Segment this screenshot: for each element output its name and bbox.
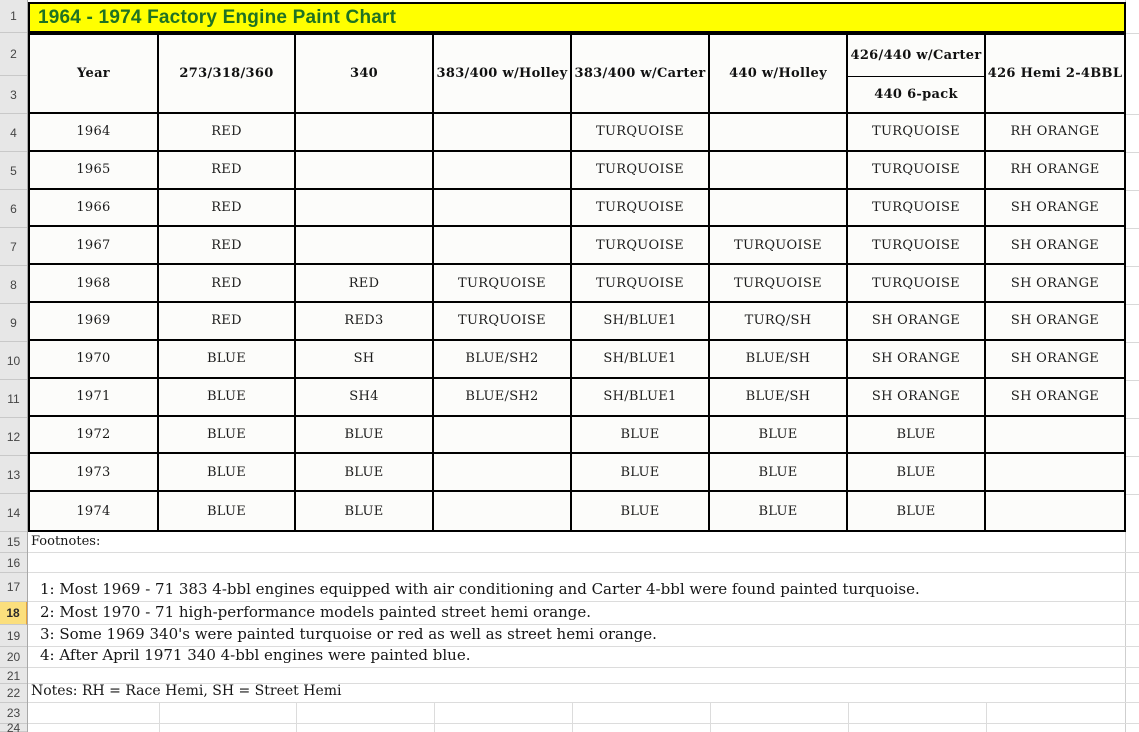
table-cell[interactable]: TURQUOISE bbox=[572, 152, 710, 190]
table-cell[interactable]: RED bbox=[159, 152, 296, 190]
row-header[interactable]: 18 bbox=[0, 602, 27, 625]
table-cell[interactable] bbox=[986, 417, 1124, 455]
row-header[interactable]: 14 bbox=[0, 494, 27, 532]
gridline bbox=[848, 703, 849, 732]
row-header[interactable]: 7 bbox=[0, 228, 27, 266]
row-header[interactable]: 2 bbox=[0, 33, 27, 76]
gridline bbox=[1126, 228, 1139, 229]
table-cell[interactable] bbox=[710, 190, 848, 228]
footnotes-label: Footnotes: bbox=[31, 534, 101, 549]
table-cell[interactable] bbox=[434, 152, 572, 190]
sheet-title: 1964 - 1974 Factory Engine Paint Chart bbox=[38, 6, 397, 28]
table-cell[interactable]: TURQUOISE bbox=[572, 190, 710, 228]
row-header[interactable]: 23 bbox=[0, 703, 27, 724]
table-cell[interactable]: BLUE bbox=[710, 492, 848, 530]
row-header[interactable]: 12 bbox=[0, 418, 27, 456]
sheet-row-16[interactable] bbox=[28, 553, 1139, 573]
footnote-4: 4: After April 1971 340 4-bbl engines were painted blue. bbox=[40, 646, 471, 664]
table-cell[interactable]: BLUE bbox=[572, 454, 710, 492]
gridline bbox=[1126, 342, 1139, 343]
column-header[interactable]: 426 Hemi 2-4BBL bbox=[986, 35, 1124, 114]
row-header[interactable]: 3 bbox=[0, 76, 27, 114]
table-cell[interactable]: BLUE/SH bbox=[710, 379, 848, 417]
table-cell[interactable]: SH ORANGE bbox=[986, 341, 1124, 379]
footnote-3: 3: Some 1969 340's were painted turquoise or red as well as street hemi orange. bbox=[40, 625, 657, 643]
table-cell[interactable]: TURQ/SH bbox=[710, 303, 848, 341]
table-cell[interactable]: BLUE bbox=[710, 417, 848, 455]
gridline bbox=[710, 703, 711, 732]
table-cell[interactable]: SH ORANGE bbox=[986, 190, 1124, 228]
table-cell[interactable] bbox=[986, 492, 1124, 530]
table-cell[interactable]: 1974 bbox=[30, 492, 159, 530]
sheet-title-cell[interactable] bbox=[28, 2, 1126, 33]
table-cell[interactable] bbox=[434, 114, 572, 152]
sheet-row-15[interactable] bbox=[28, 532, 1139, 553]
table-cell[interactable]: 1964 bbox=[30, 114, 159, 152]
table-cell[interactable]: SH bbox=[296, 341, 434, 379]
table-cell[interactable] bbox=[296, 152, 434, 190]
table-cell[interactable]: TURQUOISE bbox=[434, 265, 572, 303]
table-cell[interactable] bbox=[434, 492, 572, 530]
table-cell[interactable]: SH ORANGE bbox=[986, 303, 1124, 341]
row-header[interactable]: 24 bbox=[0, 724, 27, 732]
table-cell[interactable]: BLUE bbox=[296, 417, 434, 455]
column-header[interactable]: 426/440 w/Carter bbox=[848, 35, 986, 77]
row-header[interactable]: 21 bbox=[0, 668, 27, 684]
row-header[interactable]: 13 bbox=[0, 456, 27, 494]
paint-chart-table bbox=[28, 33, 1126, 532]
gridline bbox=[434, 703, 435, 732]
table-cell[interactable]: RED bbox=[159, 303, 296, 341]
gridline bbox=[1126, 190, 1139, 191]
table-cell[interactable]: RED bbox=[159, 114, 296, 152]
gridline bbox=[572, 703, 573, 732]
table-cell[interactable]: 1971 bbox=[30, 379, 159, 417]
table-cell[interactable]: BLUE bbox=[159, 379, 296, 417]
table-cell[interactable]: BLUE/SH2 bbox=[434, 341, 572, 379]
row-header[interactable]: 6 bbox=[0, 190, 27, 228]
notes-line: Notes: RH = Race Hemi, SH = Street Hemi bbox=[31, 683, 342, 699]
table-cell[interactable]: SH/BLUE1 bbox=[572, 303, 710, 341]
table-cell[interactable] bbox=[986, 454, 1124, 492]
row-header[interactable]: 20 bbox=[0, 647, 27, 668]
table-cell[interactable]: 1967 bbox=[30, 227, 159, 265]
gridline bbox=[1126, 33, 1139, 34]
table-cell[interactable]: RED bbox=[159, 190, 296, 228]
table-cell[interactable]: SH/BLUE1 bbox=[572, 379, 710, 417]
sheet-row-20[interactable] bbox=[28, 647, 1139, 668]
table-cell[interactable]: BLUE bbox=[572, 492, 710, 530]
table-cell[interactable]: SH4 bbox=[296, 379, 434, 417]
table-cell[interactable]: BLUE bbox=[710, 454, 848, 492]
gridline bbox=[1126, 152, 1139, 153]
table-cell[interactable] bbox=[710, 152, 848, 190]
column-header[interactable]: 383/400 w/Holley bbox=[434, 35, 572, 114]
row-header-gutter bbox=[0, 0, 28, 732]
sheet-row-21[interactable] bbox=[28, 668, 1139, 684]
table-cell[interactable] bbox=[434, 454, 572, 492]
table-cell[interactable]: TURQUOISE bbox=[848, 190, 986, 228]
table-cell[interactable]: 1972 bbox=[30, 417, 159, 455]
table-cell[interactable]: SH ORANGE bbox=[848, 303, 986, 341]
table-cell[interactable]: BLUE bbox=[296, 454, 434, 492]
table-cell[interactable]: BLUE/SH2 bbox=[434, 379, 572, 417]
table-cell[interactable] bbox=[710, 114, 848, 152]
table-cell[interactable]: BLUE bbox=[848, 417, 986, 455]
sheet-row-17[interactable] bbox=[28, 573, 1139, 602]
table-cell[interactable]: SH ORANGE bbox=[848, 379, 986, 417]
footnote-2: 2: Most 1970 - 71 high-performance models painted street hemi orange. bbox=[40, 603, 592, 621]
gridline bbox=[1126, 418, 1139, 419]
row-header[interactable]: 15 bbox=[0, 532, 27, 553]
table-cell[interactable]: TURQUOISE bbox=[848, 152, 986, 190]
table-cell[interactable]: BLUE bbox=[296, 492, 434, 530]
table-cell[interactable]: BLUE/SH bbox=[710, 341, 848, 379]
sheet-row-19[interactable] bbox=[28, 625, 1139, 647]
sheet-row-18[interactable] bbox=[28, 602, 1139, 625]
row-header[interactable]: 10 bbox=[0, 342, 27, 380]
gridline bbox=[296, 703, 297, 732]
table-cell[interactable] bbox=[296, 114, 434, 152]
gridline bbox=[1126, 114, 1139, 115]
table-cell[interactable] bbox=[296, 190, 434, 228]
table-cell[interactable]: 1969 bbox=[30, 303, 159, 341]
column-header[interactable]: Year bbox=[30, 35, 159, 114]
column-header[interactable]: 440 6-pack bbox=[848, 77, 986, 114]
column-header[interactable]: 383/400 w/Carter bbox=[572, 35, 710, 114]
column-header[interactable]: 340 bbox=[296, 35, 434, 114]
table-cell[interactable] bbox=[434, 417, 572, 455]
gridline bbox=[1126, 494, 1139, 495]
table-cell[interactable]: RED bbox=[296, 265, 434, 303]
table-cell[interactable]: 1970 bbox=[30, 341, 159, 379]
table-cell[interactable]: SH ORANGE bbox=[986, 265, 1124, 303]
table-cell[interactable]: BLUE bbox=[848, 454, 986, 492]
row-header[interactable]: 17 bbox=[0, 573, 27, 602]
table-cell[interactable]: BLUE bbox=[159, 341, 296, 379]
gridline bbox=[1126, 456, 1139, 457]
table-cell[interactable]: SH ORANGE bbox=[986, 227, 1124, 265]
table-cell[interactable]: SH ORANGE bbox=[986, 379, 1124, 417]
sheet-row-22[interactable] bbox=[28, 684, 1139, 703]
row-header[interactable]: 4 bbox=[0, 114, 27, 152]
table-cell[interactable]: RH ORANGE bbox=[986, 114, 1124, 152]
table-cell[interactable]: SH ORANGE bbox=[848, 341, 986, 379]
notes-region bbox=[28, 532, 1139, 732]
gridline bbox=[986, 703, 987, 732]
table-cell[interactable]: RED3 bbox=[296, 303, 434, 341]
table-cell[interactable]: 1968 bbox=[30, 265, 159, 303]
table-cell[interactable]: BLUE bbox=[848, 492, 986, 530]
table-cell[interactable] bbox=[434, 227, 572, 265]
table-cell[interactable]: TURQUOISE bbox=[848, 114, 986, 152]
gridline bbox=[1126, 380, 1139, 381]
table-cell[interactable]: RED bbox=[159, 227, 296, 265]
row-header[interactable]: 19 bbox=[0, 625, 27, 647]
row-header[interactable]: 1 bbox=[0, 0, 27, 33]
table-cell[interactable]: 1973 bbox=[30, 454, 159, 492]
row-header[interactable]: 22 bbox=[0, 684, 27, 703]
table-cell[interactable]: BLUE bbox=[159, 417, 296, 455]
sheet-row-23[interactable] bbox=[28, 703, 1139, 724]
row-header[interactable]: 16 bbox=[0, 553, 27, 573]
table-cell[interactable]: BLUE bbox=[159, 492, 296, 530]
table-cell[interactable]: TURQUOISE bbox=[710, 227, 848, 265]
table-cell[interactable]: 1966 bbox=[30, 190, 159, 228]
row-header[interactable]: 8 bbox=[0, 266, 27, 304]
table-cell[interactable]: TURQUOISE bbox=[572, 114, 710, 152]
table-cell[interactable]: TURQUOISE bbox=[710, 265, 848, 303]
table-cell[interactable]: RH ORANGE bbox=[986, 152, 1124, 190]
table-cell[interactable]: RED bbox=[159, 265, 296, 303]
table-cell[interactable]: TURQUOISE bbox=[572, 265, 710, 303]
column-header[interactable]: 273/318/360 bbox=[159, 35, 296, 114]
table-cell[interactable] bbox=[434, 190, 572, 228]
table-cell[interactable]: TURQUOISE bbox=[572, 227, 710, 265]
footnote-1: 1: Most 1969 - 71 383 4-bbl engines equipped with air conditioning and Carter 4-bbl were found painted turquoise. bbox=[40, 580, 920, 598]
column-header[interactable]: 440 w/Holley bbox=[710, 35, 848, 114]
row-header[interactable]: 11 bbox=[0, 380, 27, 418]
gridline bbox=[1126, 266, 1139, 267]
sheet-row-24[interactable] bbox=[28, 724, 1139, 732]
row-header[interactable]: 9 bbox=[0, 304, 27, 342]
table-cell[interactable]: TURQUOISE bbox=[848, 227, 986, 265]
gridline bbox=[1126, 304, 1139, 305]
table-cell[interactable]: TURQUOISE bbox=[434, 303, 572, 341]
table-cell[interactable]: 1965 bbox=[30, 152, 159, 190]
gridline bbox=[159, 703, 160, 732]
row-header[interactable]: 5 bbox=[0, 152, 27, 190]
table-cell[interactable]: BLUE bbox=[572, 417, 710, 455]
table-cell[interactable]: SH/BLUE1 bbox=[572, 341, 710, 379]
table-cell[interactable] bbox=[296, 227, 434, 265]
table-cell[interactable]: BLUE bbox=[159, 454, 296, 492]
table-cell[interactable]: TURQUOISE bbox=[848, 265, 986, 303]
